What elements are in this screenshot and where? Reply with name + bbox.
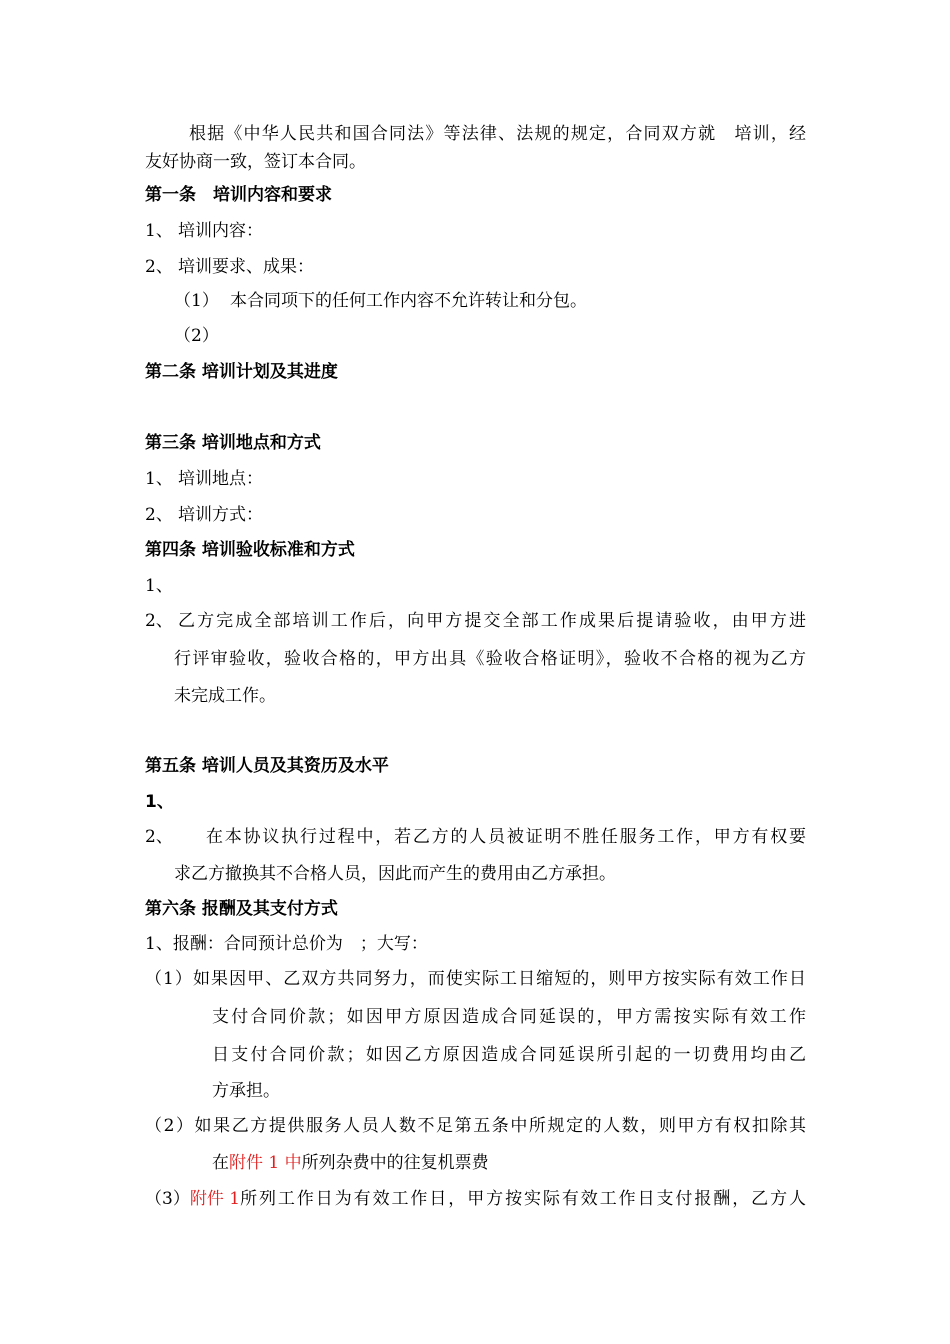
art1-sub2-number: （2） [174, 326, 219, 346]
art6-para1-line-4: 方承担。 [212, 1081, 280, 1101]
art1-item1-text: 培训内容： [178, 221, 263, 241]
art6-para2-line-1: （2）如果乙方提供服务人员人数不足第五条中所规定的人数，则甲方有权扣除其 [145, 1116, 806, 1136]
art6-para1-line-2: 支付合同价款；如因甲方原因造成合同延误的，甲方需按实际有效工作 [212, 1007, 806, 1027]
art6-para2-prefix: 在 [212, 1153, 229, 1173]
art5-item2-number: 2、 [145, 827, 173, 847]
article-5-title: 第五条 培训人员及其资历及水平 [145, 756, 389, 776]
article-1-title: 第一条 培训内容和要求 [145, 185, 332, 205]
art4-item2-line-3: 未完成工作。 [174, 686, 276, 706]
art1-item2-text: 培训要求、成果： [178, 257, 314, 277]
art1-item1-number: 1、 [145, 221, 173, 241]
art5-item2-line-1: 在本协议执行过程中，若乙方的人员被证明不胜任服务工作，甲方有权要 [206, 827, 806, 847]
art6-item1: 1、报酬：合同预计总价为 ；大写： [145, 934, 428, 954]
art6-para2-line-2 [212, 1152, 489, 1174]
art3-item2-number: 2、 [145, 505, 173, 525]
art3-item1-number: 1、 [145, 469, 173, 489]
art6-para3-line-1 [145, 1188, 806, 1210]
article-3-title: 第三条 培训地点和方式 [145, 433, 321, 453]
art3-item1-text: 培训地点： [178, 469, 263, 489]
art3-item2-text: 培训方式： [178, 505, 263, 525]
art4-item2-line-1: 乙方完成全部培训工作后，向甲方提交全部工作成果后提请验收，由甲方进 [178, 611, 806, 631]
article-4-title: 第四条 培训验收标准和方式 [145, 540, 355, 560]
art5-item1-number: 1、 [145, 792, 174, 812]
intro-line-2: 友好协商一致，签订本合同。 [145, 152, 366, 172]
article-2-title: 第二条 培训计划及其进度 [145, 362, 338, 382]
art6-para3-text: 所列工作日为有效工作日，甲方按实际有效工作日支付报酬，乙方人 [240, 1189, 806, 1209]
art6-para1-line-3: 日支付合同价款；如因乙方原因造成合同延误所引起的一切费用均由乙 [212, 1045, 806, 1065]
art4-item2-line-2: 行评审验收，验收合格的，甲方出具《验收合格证明》，验收不合格的视为乙方 [174, 649, 806, 669]
art4-item2-number: 2、 [145, 611, 173, 631]
art1-sub1-text: 本合同项下的任何工作内容不允许转让和分包。 [230, 291, 587, 311]
art1-sub1-number: （1） [174, 291, 219, 311]
art6-para1-line-1: （1）如果因甲、乙双方共同努力，而使实际工日缩短的，则甲方按实际有效工作日 [145, 969, 806, 989]
art6-para2-suffix: 所列杂费中的往复机票费 [301, 1153, 489, 1173]
art4-item1-number: 1、 [145, 576, 173, 596]
art6-para3-number: （3） [145, 1189, 190, 1209]
art1-item2-number: 2、 [145, 257, 173, 277]
attachment-1-reference-2: 附件 1 [189, 1189, 241, 1209]
article-6-title: 第六条 报酬及其支付方式 [145, 899, 338, 919]
art5-item2-line-2: 求乙方撤换其不合格人员，因此而产生的费用由乙方承担。 [174, 864, 616, 884]
attachment-1-reference: 附件 1 中 [229, 1153, 302, 1173]
intro-line-1: 根据《中华人民共和国合同法》等法律、法规的规定，合同双方就 培训，经 [189, 124, 806, 144]
